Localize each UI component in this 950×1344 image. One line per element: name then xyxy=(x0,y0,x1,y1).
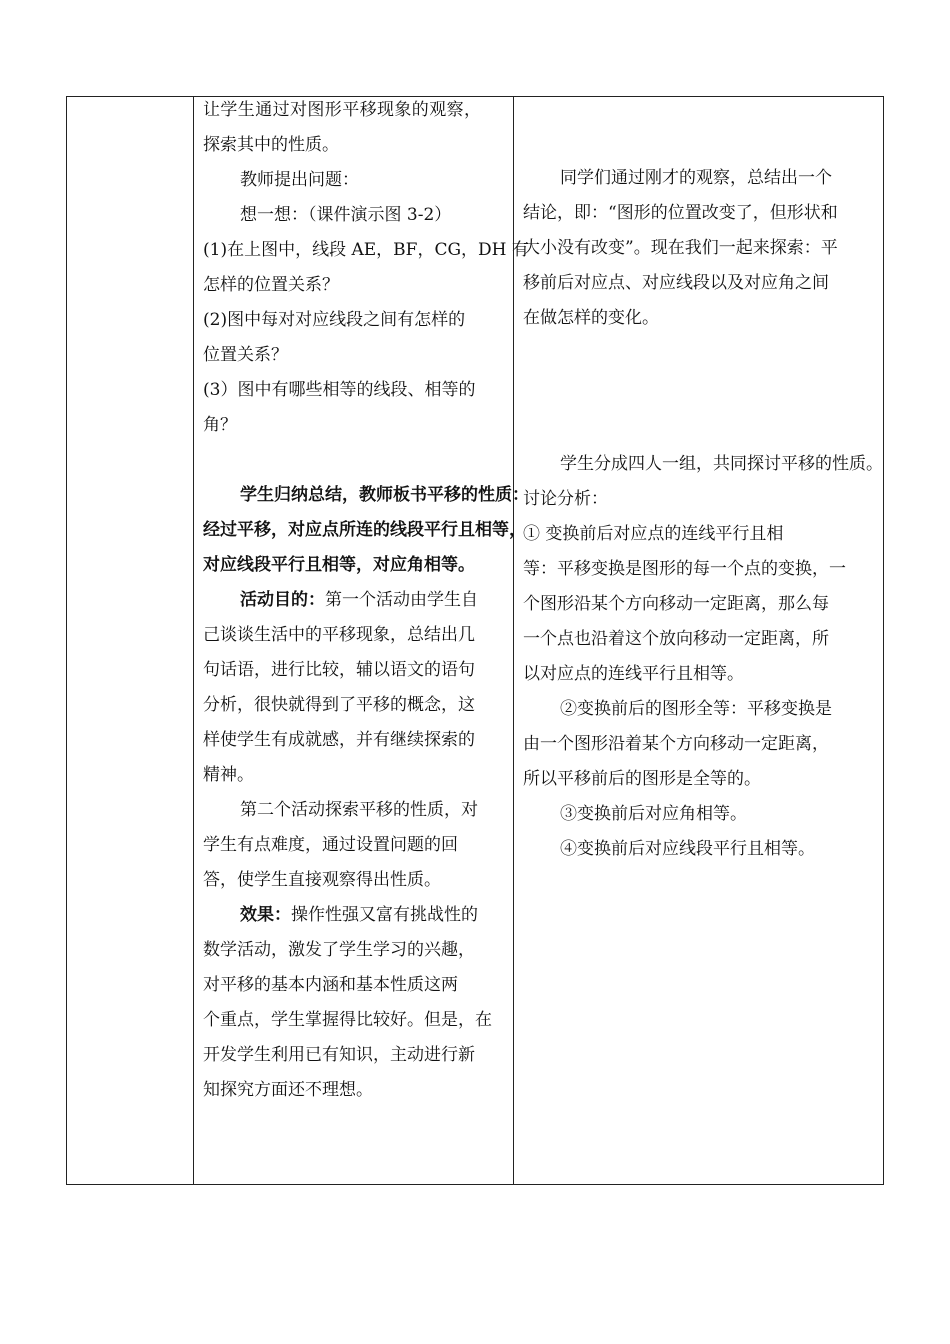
effect-line-5: 开发学生利用已有知识，主动进行新 xyxy=(203,1045,475,1065)
purpose-line-6: 精神。 xyxy=(203,765,254,785)
think-prompt: 想一想：（课件演示图 3-2） xyxy=(240,205,452,225)
discussion-heading: 讨论分析： xyxy=(523,489,608,509)
group-work-line: 学生分成四人一组，共同探讨平移的性质。 xyxy=(560,454,883,474)
question-2-line-2: 位置关系？ xyxy=(203,345,288,365)
intro-line-1: 让学生通过对图形平移现象的观察， xyxy=(203,100,482,120)
summary-line-2: 经过平移，对应点所连的线段平行且相等， xyxy=(203,520,526,540)
purpose-line-5: 样使学生有成就感，并有继续探索的 xyxy=(203,730,475,750)
effect-text: 操作性强又富有挑战性的 xyxy=(291,905,478,925)
observation-line-4: 移前后对应点、对应线段以及对应角之间 xyxy=(523,273,829,293)
observation-line-1: 同学们通过刚才的观察，总结出一个 xyxy=(560,168,832,188)
summary-line-3: 对应线段平行且相等，对应角相等。 xyxy=(203,555,475,575)
design-intent-column xyxy=(203,97,529,1184)
second-activity-line-1: 第二个活动探索平移的性质，对 xyxy=(240,800,478,820)
question-1-line-2: 怎样的位置关系？ xyxy=(203,275,339,295)
effect-line-3: 对平移的基本内涵和基本性质这两 xyxy=(203,975,458,995)
effect-line-4: 个重点，学生掌握得比较好。但是，在 xyxy=(203,1010,492,1030)
property-3-line: ③变换前后对应角相等。 xyxy=(560,804,747,824)
stage-column xyxy=(67,97,193,1184)
second-activity-line-2: 学生有点难度，通过设置问题的回 xyxy=(203,835,458,855)
purpose-label: 活动目的： xyxy=(240,590,325,610)
observation-line-3: 大小没有改变”。现在我们一起来探索：平 xyxy=(523,238,838,258)
property-1-line-1: ① 变换前后对应点的连线平行且相 xyxy=(523,524,784,544)
blank-line xyxy=(203,443,529,478)
student-activity-column xyxy=(523,97,885,1184)
question-1-line-1: (1)在上图中，线段 AE，BF，CG，DH 有 xyxy=(203,240,529,260)
effect-line-6: 知探究方面还不理想。 xyxy=(203,1080,373,1100)
property-2-line-2: 由一个图形沿着某个方向移动一定距离， xyxy=(523,734,829,754)
effect-line-1 xyxy=(203,898,529,933)
effect-line-2: 数学活动，激发了学生学习的兴趣， xyxy=(203,940,475,960)
property-4-line: ④变换前后对应线段平行且相等。 xyxy=(560,839,815,859)
question-2-line-1: (2)图中每对对应线段之间有怎样的 xyxy=(203,310,466,330)
question-3-line-2: 角？ xyxy=(203,415,237,435)
purpose-line-4: 分析，很快就得到了平移的概念，这 xyxy=(203,695,475,715)
observation-line-5: 在做怎样的变化。 xyxy=(523,308,659,328)
purpose-line-2: 己谈谈生活中的平移现象，总结出几 xyxy=(203,625,475,645)
observation-line-2: 结论，即：“图形的位置改变了，但形状和 xyxy=(523,203,838,223)
property-1-line-2: 等：平移变换是图形的每一个点的变换，一 xyxy=(523,559,846,579)
second-activity-line-3: 答，使学生直接观察得出性质。 xyxy=(203,870,441,890)
teacher-question-heading: 教师提出问题： xyxy=(240,170,359,190)
property-2-line-3: 所以平移前后的图形是全等的。 xyxy=(523,769,761,789)
purpose-line-3: 句话语，进行比较，辅以语文的语句 xyxy=(203,660,475,680)
property-1-line-4: 一个点也沿着这个放向移动一定距离，所 xyxy=(523,629,829,649)
purpose-text: 第一个活动由学生自 xyxy=(325,590,478,610)
summary-line-1: 学生归纳总结，教师板书平移的性质： xyxy=(240,485,529,505)
intro-line-2: 探索其中的性质。 xyxy=(203,135,339,155)
property-1-line-3: 个图形沿某个方向移动一定距离，那么每 xyxy=(523,594,829,614)
column-divider-1 xyxy=(193,97,194,1184)
lesson-table xyxy=(66,96,884,1185)
effect-label: 效果： xyxy=(240,905,291,925)
question-3-line-1: (3）图中有哪些相等的线段、相等的 xyxy=(203,380,476,400)
purpose-line-1 xyxy=(203,583,529,618)
property-2-line-1: ②变换前后的图形全等：平移变换是 xyxy=(560,699,832,719)
property-1-line-5: 以对应点的连线平行且相等。 xyxy=(523,664,744,684)
